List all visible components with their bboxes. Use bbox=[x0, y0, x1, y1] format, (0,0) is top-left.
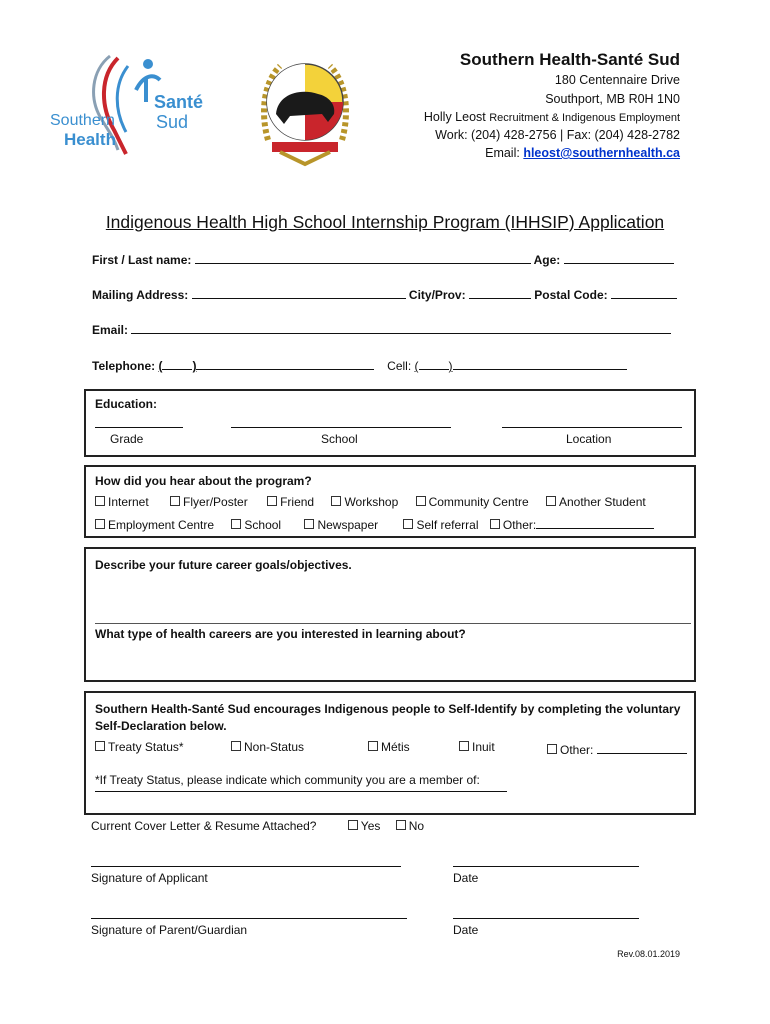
other-identity-field[interactable] bbox=[597, 740, 687, 754]
referral-row-2 bbox=[95, 515, 654, 532]
checkbox-icon bbox=[304, 519, 314, 529]
parent-date-label: Date bbox=[453, 923, 479, 937]
option-yes[interactable] bbox=[348, 819, 381, 833]
postal-field[interactable] bbox=[611, 285, 677, 299]
option-inuit[interactable] bbox=[459, 740, 495, 754]
attachments-row bbox=[91, 819, 424, 833]
option-label: Internet bbox=[108, 495, 149, 509]
email-field[interactable] bbox=[131, 320, 671, 334]
option-label: Other: bbox=[502, 518, 537, 532]
applicant-date-field[interactable] bbox=[453, 866, 639, 867]
parent-signature-field[interactable] bbox=[91, 918, 407, 919]
email-field-label: Email: bbox=[92, 323, 129, 337]
checkbox-icon bbox=[95, 741, 105, 751]
checkbox-icon bbox=[231, 741, 241, 751]
option-internet[interactable] bbox=[95, 495, 149, 509]
checkbox-icon bbox=[368, 741, 378, 751]
cell-label: Cell: bbox=[387, 359, 412, 373]
telephone-area-field[interactable] bbox=[162, 356, 192, 370]
option-newspaper[interactable] bbox=[304, 518, 378, 532]
form-title: Indigenous Health High School Internship Program (IHHSIP) Application bbox=[105, 212, 665, 232]
option-label: Non-Status bbox=[244, 740, 305, 754]
checkbox-icon bbox=[170, 496, 180, 506]
telephone-label: Telephone: bbox=[92, 359, 156, 373]
parent-signature-label: Signature of Parent/Guardian bbox=[91, 923, 248, 937]
mailing-field[interactable] bbox=[192, 285, 406, 299]
checkbox-icon bbox=[459, 741, 469, 751]
option-self-referral[interactable] bbox=[403, 518, 478, 532]
option-label: School bbox=[244, 518, 282, 532]
location-field[interactable] bbox=[502, 427, 682, 428]
career-interest-question: What type of health careers are you interested in learning about? bbox=[95, 627, 466, 641]
option-label: Métis bbox=[381, 740, 410, 754]
option-non-status[interactable] bbox=[231, 740, 304, 754]
contact-name: Holly Leost bbox=[423, 110, 486, 124]
checkbox-icon bbox=[231, 519, 241, 529]
contact-line bbox=[424, 110, 680, 124]
education-heading: Education: bbox=[95, 397, 157, 411]
option-other-identity[interactable] bbox=[547, 740, 687, 757]
self-id-box bbox=[84, 691, 696, 815]
option-community-centre[interactable] bbox=[416, 495, 529, 509]
option-label: Workshop bbox=[344, 495, 399, 509]
telephone-area-open: ( bbox=[158, 359, 163, 373]
checkbox-icon bbox=[95, 519, 105, 529]
school-label: School bbox=[321, 432, 358, 446]
revision-label: Rev.08.01.2019 bbox=[617, 949, 680, 959]
applicant-signature-field[interactable] bbox=[91, 866, 401, 867]
telephone-field[interactable] bbox=[196, 356, 374, 370]
checkbox-icon bbox=[267, 496, 277, 506]
education-box bbox=[84, 389, 696, 457]
other-field[interactable] bbox=[536, 515, 654, 529]
city-field[interactable] bbox=[469, 285, 531, 299]
medicine-wheel-bear-icon bbox=[250, 52, 360, 172]
city-label: City/Prov: bbox=[408, 288, 466, 302]
school-field[interactable] bbox=[231, 427, 451, 428]
location-label: Location bbox=[566, 432, 612, 446]
org-name: Southern Health-Santé Sud bbox=[459, 50, 680, 69]
option-label: Flyer/Poster bbox=[183, 495, 248, 509]
applicant-date-label: Date bbox=[453, 871, 479, 885]
parent-date-field[interactable] bbox=[453, 918, 639, 919]
grade-label: Grade bbox=[110, 432, 144, 446]
age-label: Age: bbox=[533, 253, 561, 267]
career-box bbox=[84, 547, 696, 682]
self-id-intro: Southern Health-Santé Sud encourages Indigenous people to Self-Identify by completing the voluntary Self-Declaration below. bbox=[95, 702, 681, 733]
option-label: Yes bbox=[360, 819, 381, 833]
logo-word-southern: Southern bbox=[50, 112, 115, 129]
option-no[interactable] bbox=[396, 819, 424, 833]
checkbox-icon bbox=[348, 820, 358, 830]
option-another-student[interactable] bbox=[546, 495, 646, 509]
address-line-1: 180 Centennaire Drive bbox=[554, 73, 680, 87]
option-label: Other: bbox=[560, 743, 594, 757]
checkbox-icon bbox=[95, 496, 105, 506]
career-interest-field[interactable] bbox=[95, 645, 691, 677]
checkbox-icon bbox=[490, 519, 500, 529]
checkbox-icon bbox=[331, 496, 341, 506]
cell-area-open: ( bbox=[414, 359, 419, 373]
option-treaty-status[interactable] bbox=[95, 740, 184, 754]
option-label: Friend bbox=[280, 495, 315, 509]
option-label: Inuit bbox=[472, 740, 495, 754]
telephone-row bbox=[92, 356, 627, 373]
referral-question: How did you hear about the program? bbox=[95, 474, 312, 488]
age-field[interactable] bbox=[564, 250, 674, 264]
checkbox-icon bbox=[546, 496, 556, 506]
referral-box bbox=[84, 465, 696, 538]
option-label: Self referral bbox=[416, 518, 479, 532]
checkbox-icon bbox=[396, 820, 406, 830]
indigenous-emblem-logo bbox=[250, 52, 360, 172]
treaty-note: *If Treaty Status, please indicate which community you are a member of: bbox=[95, 773, 480, 787]
applicant-signature-label: Signature of Applicant bbox=[91, 871, 208, 885]
option-metis[interactable] bbox=[368, 740, 410, 754]
name-row bbox=[92, 250, 674, 267]
cell-area-close: ) bbox=[448, 359, 453, 373]
telephone-area-close: ) bbox=[192, 359, 197, 373]
logo-word-sante: Santé bbox=[154, 92, 204, 112]
option-label: Newspaper bbox=[317, 518, 379, 532]
grade-field[interactable] bbox=[95, 427, 183, 428]
option-other[interactable] bbox=[490, 518, 536, 532]
cell-field[interactable] bbox=[453, 356, 627, 370]
cell-area-field[interactable] bbox=[419, 356, 449, 370]
email-line bbox=[485, 146, 680, 160]
logo-word-sud: Sud bbox=[156, 112, 189, 132]
contact-title: Recruitment & Indigenous Employment bbox=[489, 112, 680, 124]
email-row bbox=[92, 320, 671, 337]
option-school[interactable] bbox=[231, 518, 281, 532]
option-friend[interactable] bbox=[267, 495, 314, 509]
option-label: Employment Centre bbox=[108, 518, 215, 532]
option-label: Treaty Status* bbox=[108, 740, 184, 754]
checkbox-icon bbox=[416, 496, 426, 506]
attachments-label: Current Cover Letter & Resume Attached? bbox=[91, 819, 317, 833]
mailing-label: Mailing Address: bbox=[92, 288, 189, 302]
address-line-2: Southport, MB R0H 1N0 bbox=[545, 92, 680, 106]
option-label: No bbox=[408, 819, 425, 833]
email-label: Email: bbox=[485, 146, 520, 160]
postal-label: Postal Code: bbox=[534, 288, 608, 302]
address-row bbox=[92, 285, 677, 302]
option-label: Community Centre bbox=[428, 495, 529, 509]
name-label: First / Last name: bbox=[92, 253, 192, 267]
career-goals-question: Describe your future career goals/objectives. bbox=[95, 558, 352, 572]
treaty-community-field[interactable] bbox=[95, 791, 507, 792]
name-field[interactable] bbox=[195, 250, 531, 264]
checkbox-icon bbox=[547, 744, 557, 754]
option-flyer[interactable] bbox=[170, 495, 248, 509]
email-link[interactable]: hleost@southernhealth.ca bbox=[523, 146, 680, 160]
option-workshop[interactable] bbox=[331, 495, 398, 509]
checkbox-icon bbox=[403, 519, 413, 529]
referral-row-1 bbox=[95, 495, 646, 509]
career-goals-field[interactable] bbox=[95, 578, 691, 618]
option-label: Another Student bbox=[558, 495, 646, 509]
phone-line: Work: (204) 428-2756 | Fax: (204) 428-2782 bbox=[435, 128, 680, 142]
logo-word-health: Health bbox=[64, 130, 116, 149]
option-employment-centre[interactable] bbox=[95, 518, 214, 532]
southern-health-logo bbox=[48, 50, 208, 155]
career-divider bbox=[95, 623, 691, 624]
